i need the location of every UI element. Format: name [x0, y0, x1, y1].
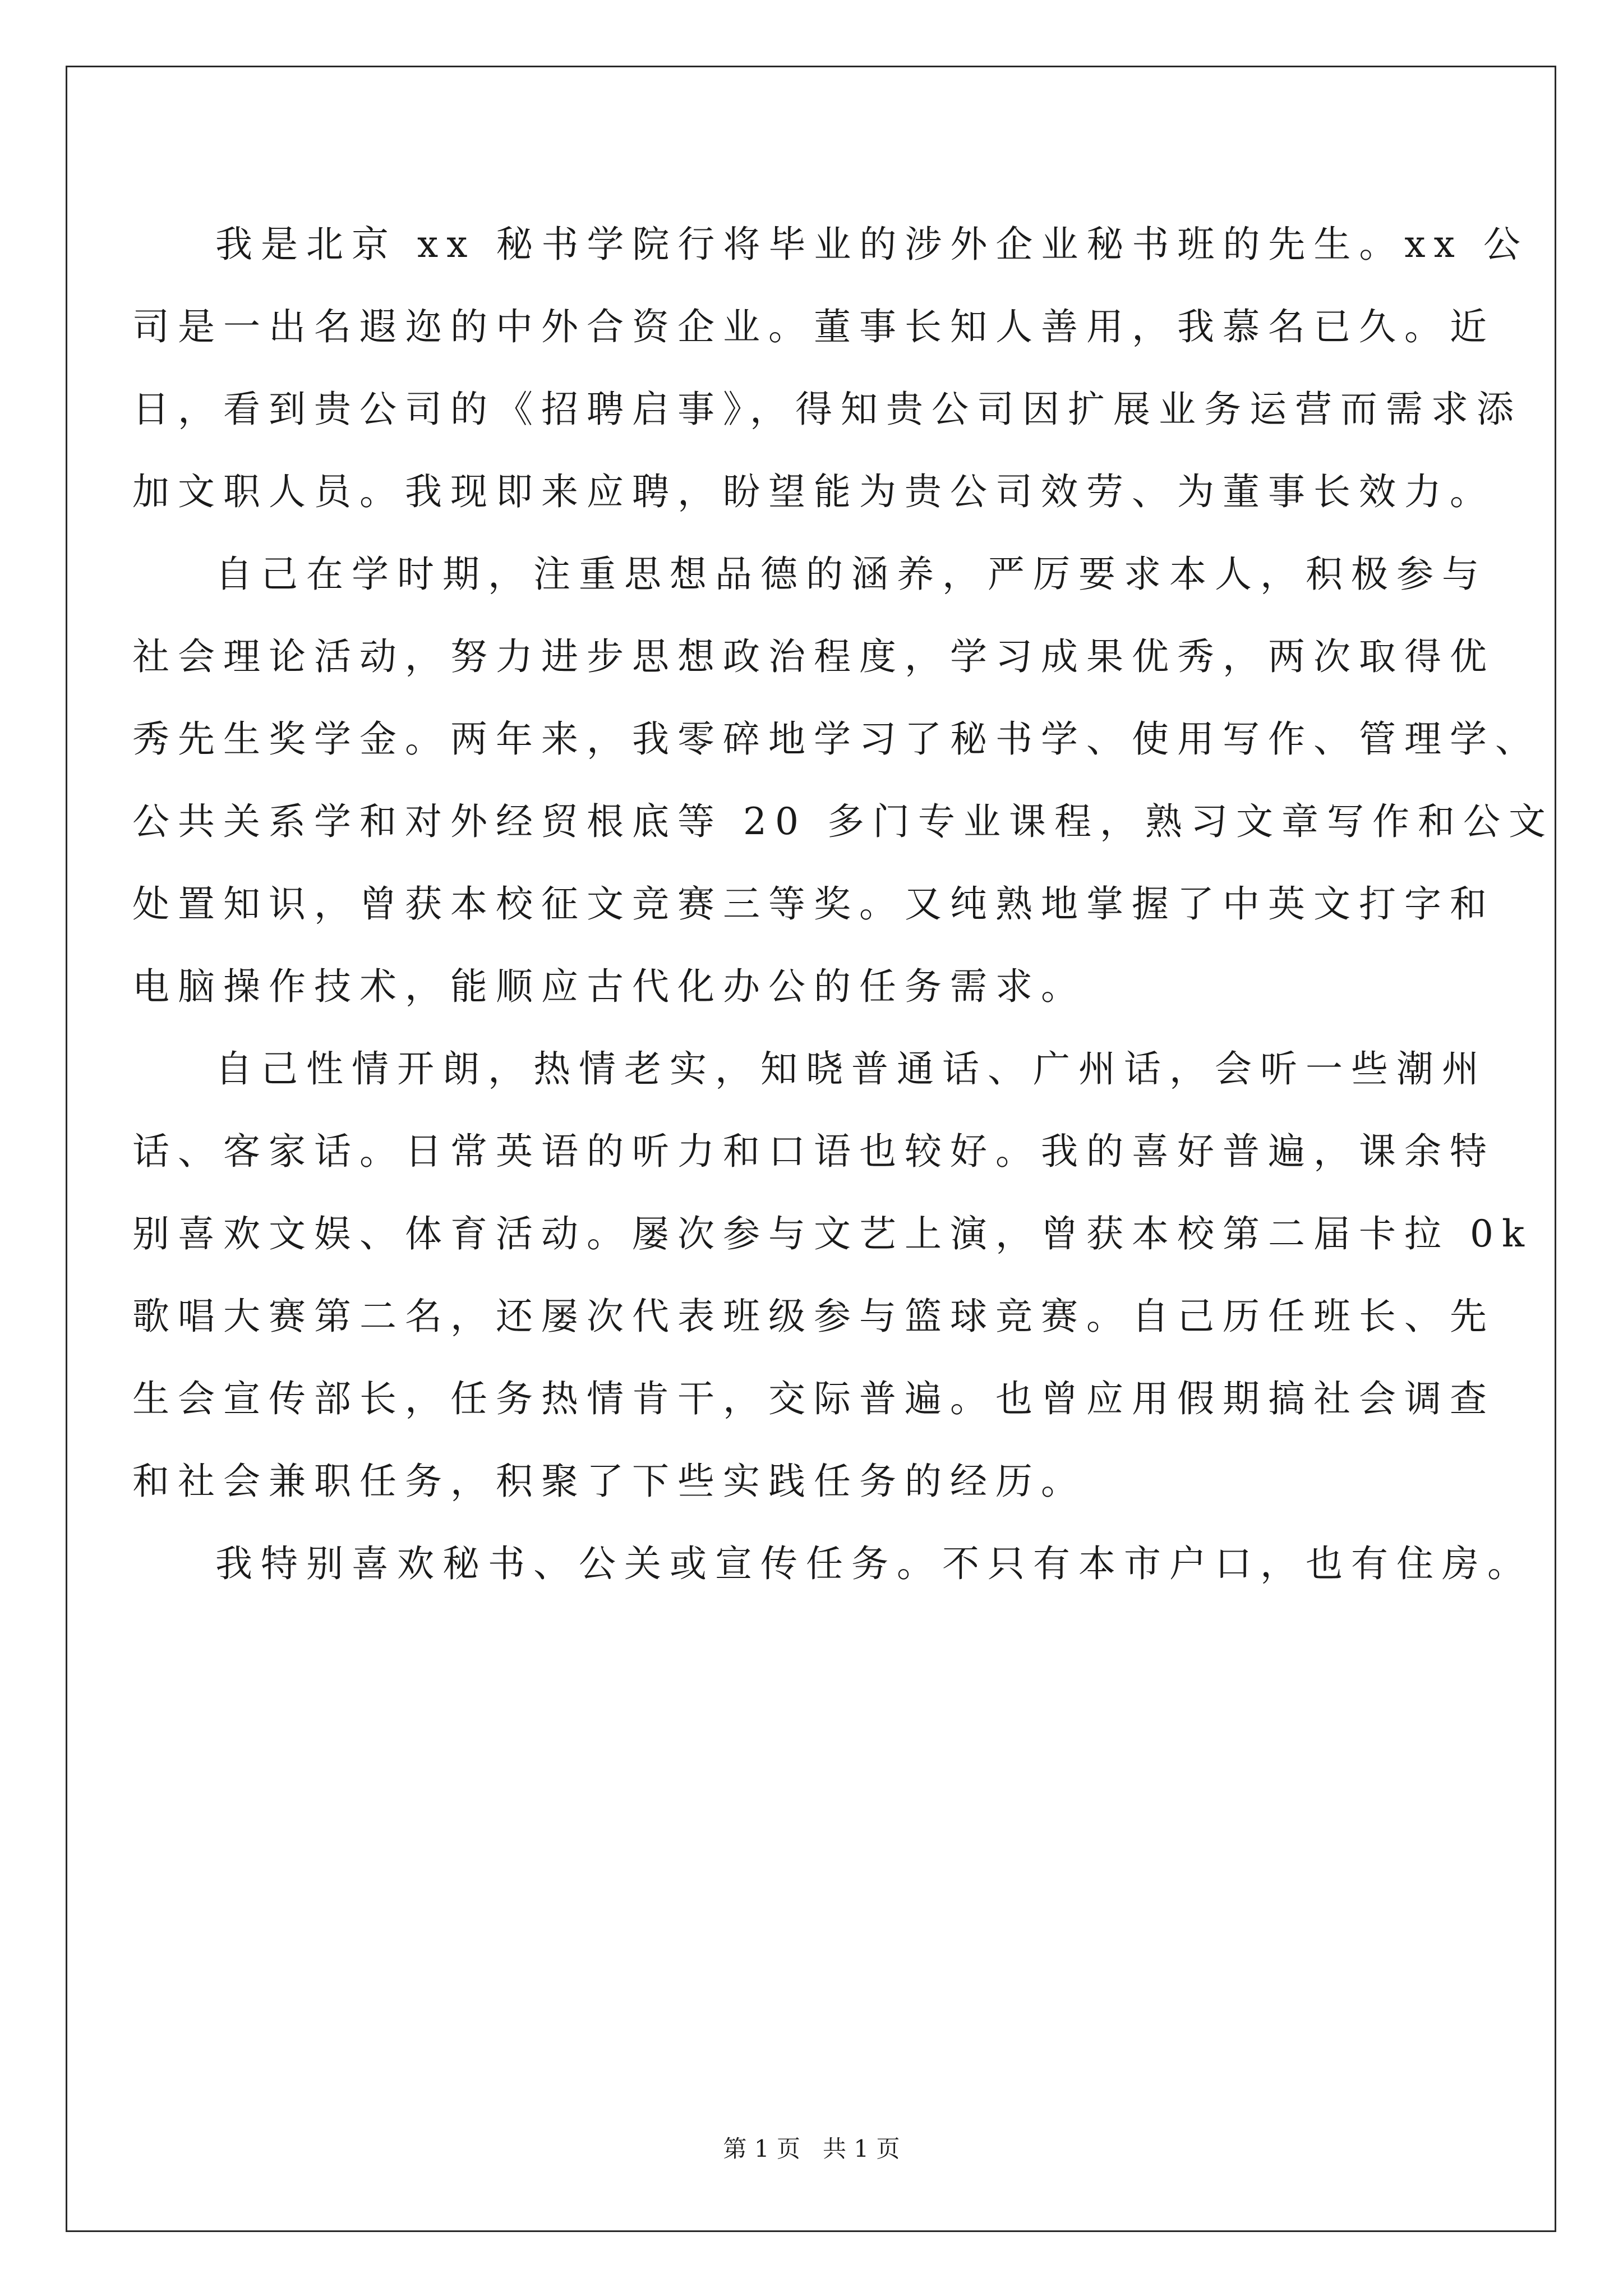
text-line: 公共关系学和对外经贸根底等 20 多门专业课程，熟习文章写作和公文 — [132, 800, 1554, 843]
text-line: 我是北京 xx 秘书学院行将毕业的涉外企业秘书班的先生。xx 公 — [215, 223, 1529, 266]
text-line: 加文职人员。我现即来应聘，盼望能为贵公司效劳、为董事长效力。 — [132, 470, 1495, 513]
text-line: 歌唱大赛第二名，还屡次代表班级参与篮球竞赛。自己历任班长、先 — [132, 1295, 1495, 1338]
text-line: 自己在学时期，注重思想品德的涵养，严厉要求本人，积极参与 — [215, 553, 1487, 596]
text-line: 我特别喜欢秘书、公关或宣传任务。不只有本市户口，也有住房。 — [215, 1542, 1533, 1585]
text-line: 自己性情开朗，热情老实，知晓普通话、广州话，会听一些潮州 — [215, 1047, 1487, 1091]
text-line: 和社会兼职任务，积聚了下些实践任务的经历。 — [132, 1460, 1086, 1503]
text-line: 社会理论活动，努力进步思想政治程度，学习成果优秀，两次取得优 — [132, 635, 1495, 678]
text-line: 别喜欢文娱、体育活动。屡次参与文艺上演，曾获本校第二届卡拉 0k — [132, 1212, 1533, 1255]
text-line: 电脑操作技术，能顺应古代化办公的任务需求。 — [132, 965, 1086, 1008]
text-line: 秀先生奖学金。两年来，我零碎地学习了秘书学、使用写作、管理学、 — [132, 717, 1541, 761]
text-line: 司是一出名遐迩的中外合资企业。董事长知人善用，我慕名已久。近 — [132, 305, 1495, 348]
text-line: 话、客家话。日常英语的听力和口语也较好。我的喜好普遍，课余特 — [132, 1130, 1495, 1173]
text-line: 处置知识，曾获本校征文竞赛三等奖。又纯熟地掌握了中英文打字和 — [132, 882, 1495, 926]
text-line: 生会宣传部长，任务热情肯干，交际普遍。也曾应用假期搞社会调查 — [132, 1377, 1495, 1420]
page-number-footer: 第 1 页 共 1 页 — [723, 2135, 900, 2162]
text-line: 日，看到贵公司的《招聘启事》，得知贵公司因扩展业务运营而需求添 — [132, 388, 1522, 431]
